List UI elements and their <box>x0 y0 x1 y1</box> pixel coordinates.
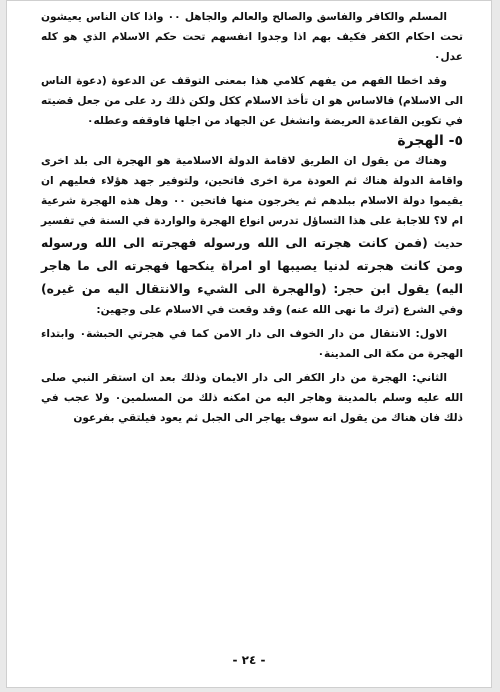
paragraph-1: المسلم والكافر والفاسق والصالح والعالم والجاهل ٠٠ واذا كان الناس يعيشون تحت احكام الكفر فكيف بهم اذا وجدوا انفسهم تحت حكم الاسلام الذي هو كله عدل٠ <box>41 11 463 63</box>
paragraph-3-intro: وهناك من يقول ان الطريق لاقامة الدولة الاسلامية هو الهجرة الى بلد اخرى واقامة الدولة هناك ثم العودة مرة اخرى فاتحين، ولتوفير جهد هؤلاء فعليهم ان يقيموا دولة الاسلام ببلدهم ثم يخرجون منها فاتحين ٠٠ وهل هذه الهجرة شرعية ام لا؟ للاجابة على هذا التساؤل تدرس انواع الهجرة والواردة في السنة في تفسير حديث <box>41 155 464 250</box>
body-text <box>41 7 463 428</box>
paragraph-5: الثاني: الهجرة من دار الكفر الى دار الايمان وذلك بعد ان استقر النبي صلى الله عليه وسلم بالمدينة وهاجر اليه من امكنه ذلك من المسلمين٠ ولا عجب في ذلك فان هناك من يقول انه سوف يهاجر الى الجبل ثم يعود فيلتقي بفرعون <box>41 372 463 424</box>
paragraph-4: الاول: الانتقال من دار الخوف الى دار الامن كما في هجرتي الحبشة٠ وابتداء الهجرة من مكة الى المدينة٠ <box>41 328 463 360</box>
hadith-quote: (فمن كانت هجرته الى الله ورسوله فهجرته الى الله ورسوله ومن كانت هجرته لدنيا يصيبها او امراة ينكحها فهجرته الى ما هاجر اليه) يقول ابن حجر: (والهجرة الى الشيء والانتقال اليه من غيره) <box>41 235 463 296</box>
paragraph-3 <box>41 151 463 320</box>
document-page <box>6 0 492 688</box>
paragraph-3-end: وفي الشرع (ترك ما نهى الله عنه) وقد وقعت في الاسلام على وجهين: <box>96 304 463 316</box>
section-heading: ٥- الهجرة <box>397 133 463 149</box>
page-number: - ٢٤ - <box>232 653 266 667</box>
paragraph-2: وقد اخطا الفهم من يفهم كلامي هذا بمعنى التوقف عن الدعوة (دعوة الناس الى الاسلام) فالاساس هو ان تأخذ الاسلام ككل ولكن ذلك رد على من جعل قضيته في تكوين القاعدة العريضة وانشغل عن الجهاد من اجلها فاوقفه وعطله٠ <box>41 75 463 127</box>
